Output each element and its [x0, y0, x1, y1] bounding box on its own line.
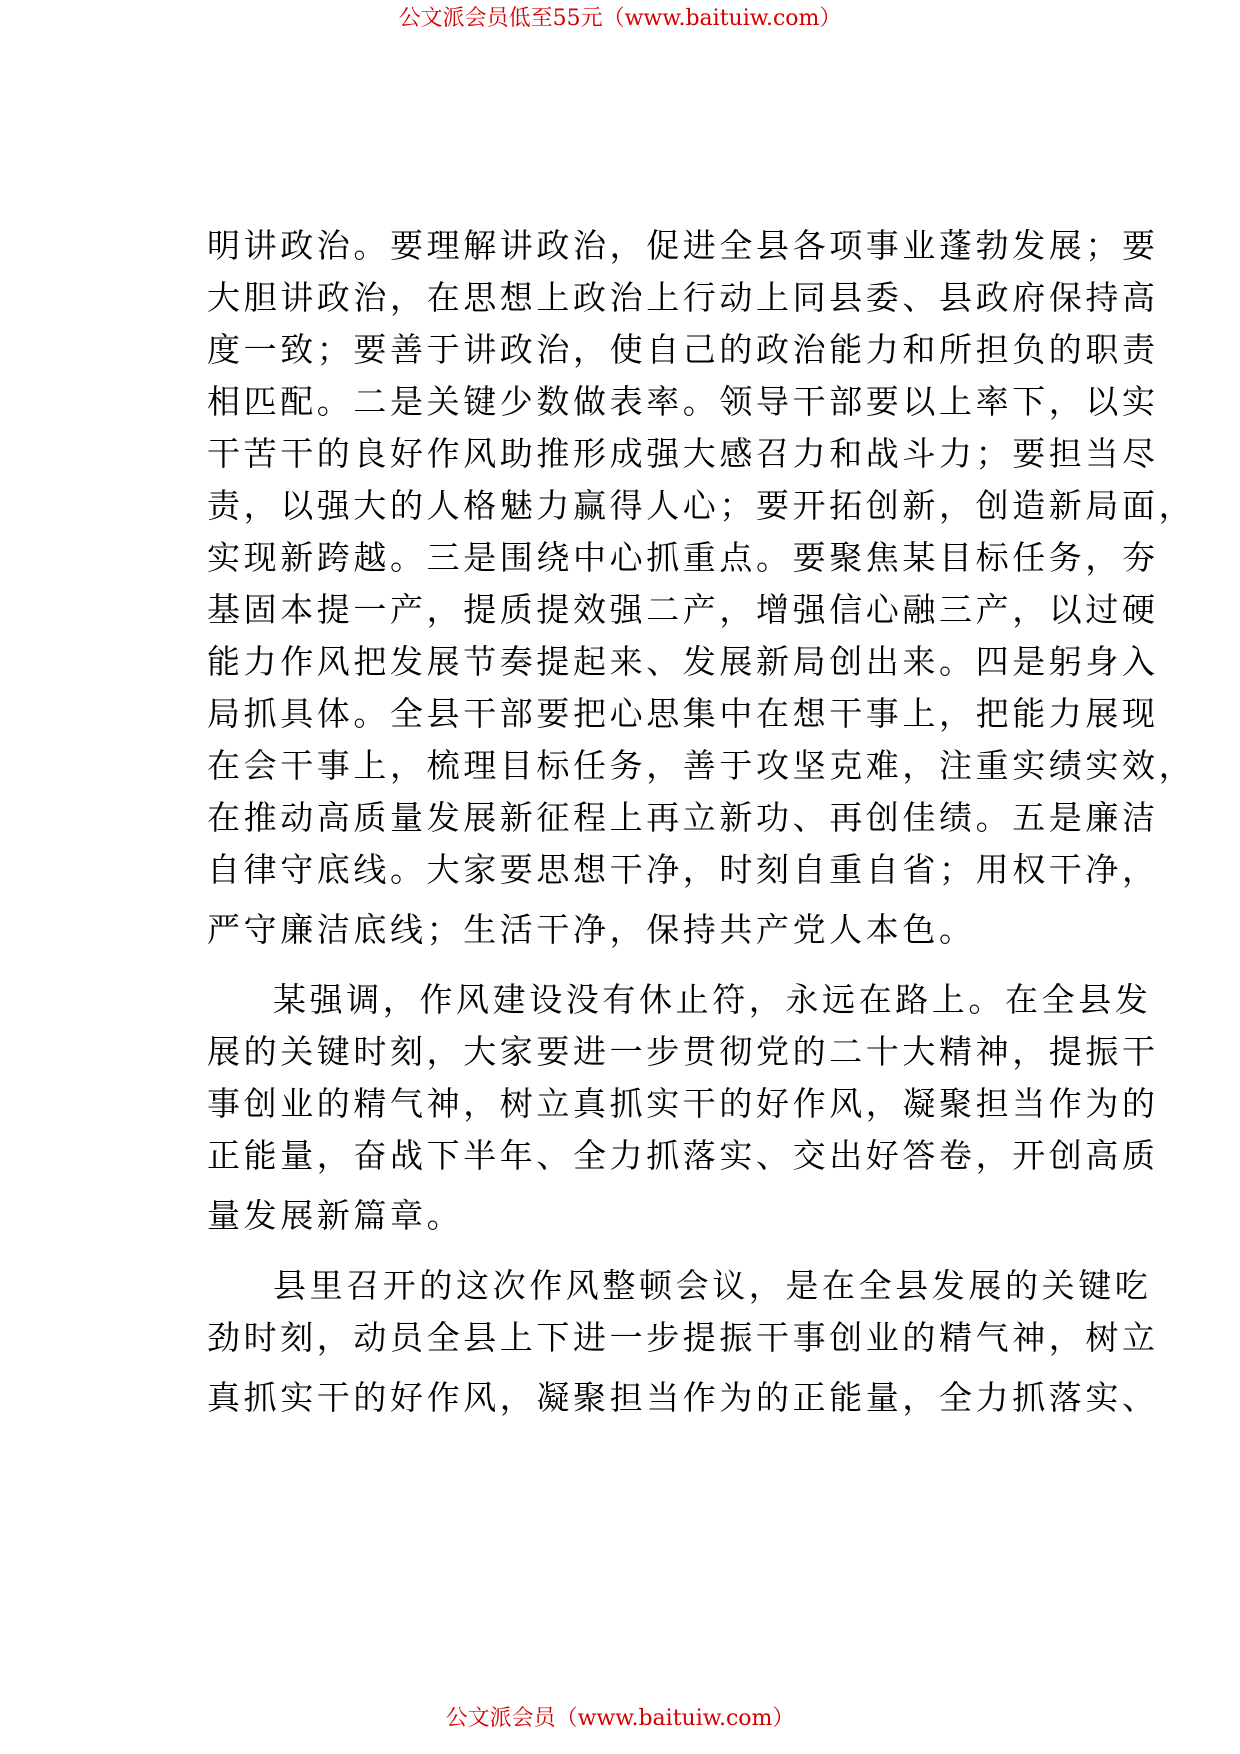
text-line: 真抓实干的好作风，凝聚担当作为的正能量，全力抓落实、	[207, 1378, 1159, 1417]
text-line: 明讲政治。要理解讲政治，促进全县各项事业蓬勃发展；要	[207, 226, 1159, 265]
text-line: 责，以强大的人格魅力赢得人心；要开拓创新，创造新局面，	[207, 486, 1196, 525]
text-line: 展的关键时刻，大家要进一步贯彻党的二十大精神，提振干	[207, 1032, 1159, 1071]
text-line: 严守廉洁底线；生活干净，保持共产党人本色。	[207, 910, 976, 949]
text-line: 干苦干的良好作风助推形成强大感召力和战斗力；要担当尽	[207, 434, 1159, 473]
text-line: 在推动高质量发展新征程上再立新功、再创佳绩。五是廉洁	[207, 798, 1159, 837]
text-line: 度一致；要善于讲政治，使自己的政治能力和所担负的职责	[207, 330, 1159, 369]
text-line: 相匹配。二是关键少数做表率。领导干部要以上率下，以实	[207, 382, 1159, 421]
text-line-paragraph-start: 某强调，作风建设没有休止符，永远在路上。在全县发	[273, 980, 1152, 1019]
text-line: 正能量，奋战下半年、全力抓落实、交出好答卷，开创高质	[207, 1136, 1159, 1175]
text-line: 劲时刻，动员全县上下进一步提振干事创业的精气神，树立	[207, 1318, 1159, 1357]
text-line: 事创业的精气神，树立真抓实干的好作风，凝聚担当作为的	[207, 1084, 1159, 1123]
text-line: 大胆讲政治，在思想上政治上行动上同县委、县政府保持高	[207, 278, 1159, 317]
text-line: 实现新跨越。三是围绕中心抓重点。要聚焦某目标任务，夯	[207, 538, 1159, 577]
text-line: 能力作风把发展节奏提起来、发展新局创出来。四是躬身入	[207, 642, 1159, 681]
footer-watermark-banner: 公文派会员（www.baituiw.com）	[445, 1706, 795, 1731]
text-line: 量发展新篇章。	[207, 1196, 464, 1235]
text-line: 在会干事上，梳理目标任务，善于攻坚克难，注重实绩实效，	[207, 746, 1196, 785]
header-watermark-banner: 公文派会员低至55元（www.baituiw.com）	[398, 6, 842, 31]
text-line-paragraph-start: 县里召开的这次作风整顿会议，是在全县发展的关键吃	[273, 1266, 1152, 1305]
text-line: 局抓具体。全县干部要把心思集中在想干事上，把能力展现	[207, 694, 1159, 733]
text-line: 自律守底线。大家要思想干净，时刻自重自省；用权干净，	[207, 850, 1159, 889]
text-line: 基固本提一产，提质提效强二产，增强信心融三产，以过硬	[207, 590, 1159, 629]
